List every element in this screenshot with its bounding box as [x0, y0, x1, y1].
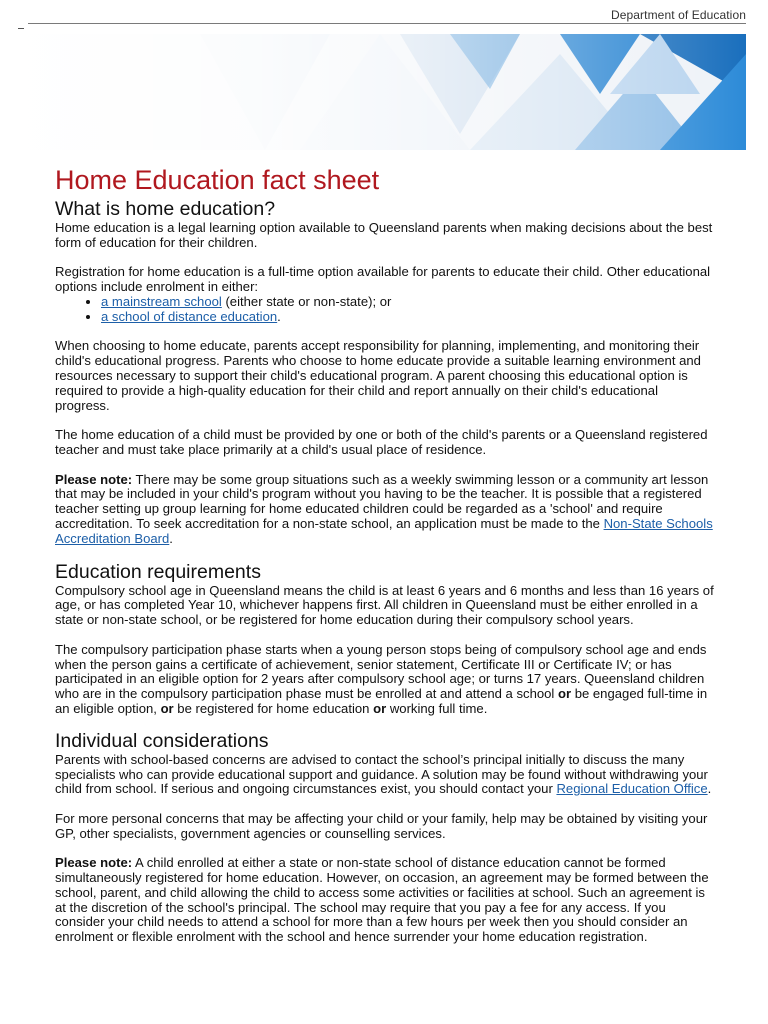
note-label: Please note:: [55, 471, 133, 487]
text-run: .: [707, 781, 712, 797]
text-run: The compulsory participation phase starts when a young person stops being of compulsory school age and ends when the person gains a certificate of achievement, senior statement, Certificate III or Certificate IV; or has participated in an eligible option for 2 years after compulsory school age; or turns 17 years. Queensland children who are in the compulsory participation phase must be enrolled at and attend a school: [55, 641, 707, 702]
text-run: working full time.: [386, 700, 488, 716]
paragraph: [55, 753, 715, 797]
header-rule: [28, 23, 746, 24]
emphasis-or: or: [373, 700, 387, 716]
header-banner: [0, 34, 746, 150]
emphasis-or: or: [557, 686, 572, 702]
list-item: [101, 310, 715, 325]
heading-education-requirements: Education requirements: [55, 560, 261, 583]
list-item-text: .: [277, 308, 281, 324]
heading-what-is-home-education: What is home education?: [55, 198, 276, 220]
mainstream-school-link[interactable]: a mainstream school: [101, 293, 222, 309]
text-run: Parents with school-based concerns are advised to contact the school’s principal initially to discuss the many specialists who can provide educational support and guidance. A solution may be found without withdrawing your child from school. If serious and ongoing circumstances exist, you should contact your: [55, 751, 708, 797]
heading-individual-considerations: Individual considerations: [55, 729, 269, 752]
options-list: [55, 295, 715, 325]
paragraph: [55, 643, 715, 717]
list-item-text: (either state or non-state); or: [221, 293, 392, 309]
note-text: There may be some group situations such as a weekly swimming lesson or a community art lesson that may be included in your child's program without you having to be the teacher. It is possible that a registered teacher setting up group learning for home educated children could be regarded as a 'school' and require accreditation. To seek accreditation for a non-state school, an application must be made to the: [55, 471, 709, 531]
fact-sheet-body: [55, 164, 715, 945]
distance-education-link[interactable]: a school of distance education: [101, 308, 278, 324]
regional-education-office-link[interactable]: Regional Education Office: [556, 781, 708, 797]
paragraph: Compulsory school age in Queensland means the child is at least 6 years and 6 months and less than 16 years of age, or has completed Year 10, whichever happens first. All children in Queensland must be either enrolled in a state or non-state school, or be registered for home education during their compulsory school years.: [55, 582, 714, 628]
accreditation-board-link[interactable]: Non-State Schools Accreditation Board: [55, 515, 713, 546]
header-dash: [18, 28, 24, 29]
department-label: Department of Education: [610, 8, 746, 22]
note-label: Please note:: [55, 855, 133, 871]
paragraph: For more personal concerns that may be affecting your child or your family, help may be obtained by visiting your GP, other specialists, government agencies or counselling services.: [55, 810, 708, 841]
please-note-paragraph: [55, 473, 715, 547]
paragraph: Registration for home education is a full-time option available for parents to educate their child. Other educational options include enrolment in either:: [55, 264, 711, 295]
paragraph: When choosing to home educate, parents accept responsibility for planning, implementing, and monitoring their child's educational progress. Parents who choose to home educate provide a suitable learning environment and resources necessary to support their child's educational program. A parent choosing this educational option is required to provide a high-quality education for their child and report annually on their child's educational progress.: [55, 338, 701, 413]
list-item: [101, 295, 715, 310]
note-end: .: [169, 530, 173, 546]
page-title: Home Education fact sheet: [55, 165, 380, 195]
text-run: be registered for home education: [173, 700, 374, 716]
banner-fade: [0, 34, 746, 150]
paragraph: Home education is a legal learning option available to Queensland parents when making decisions about the best form of education for their children.: [55, 220, 713, 250]
please-note-paragraph: [55, 856, 715, 945]
note-text: A child enrolled at either a state or non-state school of distance education cannot be formed simultaneously registered for home education. However, on occasion, an agreement may be formed between the school, parent, and child allowing the child to access some activities or facilities at school. Such an agreement is at the discretion of the school's principal. The school may require that you pay a fee for any access. If you consider your child needs to attend a school for more than a few hours per week then you should consider an enrolment or flexible enrolment with the school and hence surrender your home education registration.: [55, 855, 709, 945]
text-run: be engaged full-time in an eligible option,: [55, 686, 708, 716]
emphasis-or: or: [160, 700, 174, 716]
paragraph: The home education of a child must be provided by one or both of the child's parents or a Queensland registered teacher and must take place primarily at a child's usual place of residence.: [55, 427, 708, 457]
